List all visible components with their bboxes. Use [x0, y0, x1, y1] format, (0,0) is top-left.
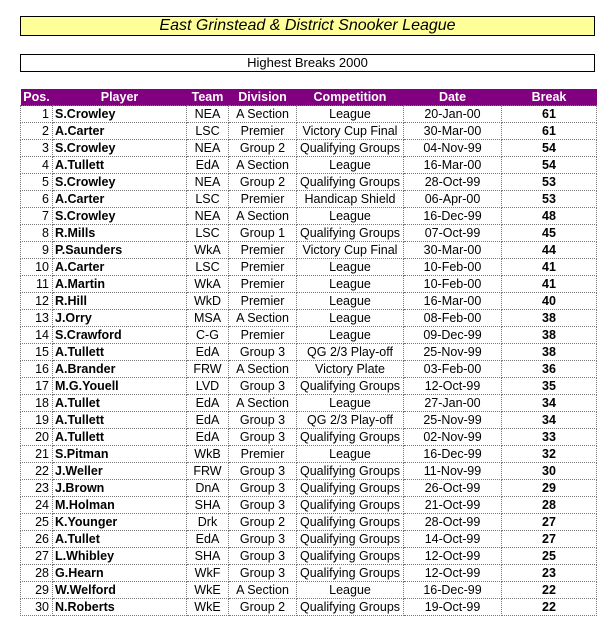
cell-competition: Qualifying Groups: [297, 378, 404, 395]
table-row: [21, 582, 597, 599]
cell-date: 27-Jan-00: [404, 395, 502, 412]
table-row: [21, 480, 597, 497]
cell-date: 03-Feb-00: [404, 361, 502, 378]
cell-pos: 9: [21, 242, 53, 259]
cell-break: 54: [502, 157, 597, 174]
cell-break: 40: [502, 293, 597, 310]
cell-competition: Qualifying Groups: [297, 497, 404, 514]
cell-date: 11-Nov-99: [404, 463, 502, 480]
cell-division: A Section: [229, 208, 297, 225]
cell-division: Group 2: [229, 174, 297, 191]
cell-division: A Section: [229, 395, 297, 412]
cell-break: 32: [502, 446, 597, 463]
cell-competition: Qualifying Groups: [297, 599, 404, 616]
cell-pos: 1: [21, 106, 53, 123]
cell-pos: 13: [21, 310, 53, 327]
cell-competition: Qualifying Groups: [297, 429, 404, 446]
cell-break: 54: [502, 140, 597, 157]
cell-date: 16-Mar-00: [404, 293, 502, 310]
cell-break: 27: [502, 531, 597, 548]
cell-date: 16-Dec-99: [404, 582, 502, 599]
cell-competition: Victory Cup Final: [297, 242, 404, 259]
col-header-competition: Competition: [297, 89, 404, 106]
cell-break: 35: [502, 378, 597, 395]
cell-division: A Section: [229, 157, 297, 174]
table-row: [21, 123, 597, 140]
table-row: [21, 344, 597, 361]
cell-team: MSA: [187, 310, 229, 327]
cell-pos: 24: [21, 497, 53, 514]
cell-division: Premier: [229, 259, 297, 276]
cell-break: 34: [502, 395, 597, 412]
table-row: [21, 208, 597, 225]
cell-division: Group 3: [229, 565, 297, 582]
cell-player: A.Tullet: [53, 531, 187, 548]
cell-player: A.Tullett: [53, 429, 187, 446]
cell-date: 19-Oct-99: [404, 599, 502, 616]
cell-break: 61: [502, 106, 597, 123]
cell-pos: 19: [21, 412, 53, 429]
cell-pos: 15: [21, 344, 53, 361]
cell-pos: 28: [21, 565, 53, 582]
cell-team: SHA: [187, 497, 229, 514]
cell-team: Drk: [187, 514, 229, 531]
cell-competition: QG 2/3 Play-off: [297, 344, 404, 361]
table-row: [21, 514, 597, 531]
cell-team: EdA: [187, 395, 229, 412]
cell-pos: 22: [21, 463, 53, 480]
cell-team: FRW: [187, 463, 229, 480]
cell-pos: 17: [21, 378, 53, 395]
cell-player: A.Carter: [53, 123, 187, 140]
cell-pos: 18: [21, 395, 53, 412]
cell-pos: 8: [21, 225, 53, 242]
cell-pos: 7: [21, 208, 53, 225]
cell-pos: 29: [21, 582, 53, 599]
cell-pos: 16: [21, 361, 53, 378]
cell-team: WkB: [187, 446, 229, 463]
cell-player: A.Brander: [53, 361, 187, 378]
cell-team: C-G: [187, 327, 229, 344]
cell-break: 33: [502, 429, 597, 446]
col-header-player: Player: [53, 89, 187, 106]
cell-pos: 20: [21, 429, 53, 446]
col-header-date: Date: [404, 89, 502, 106]
cell-competition: QG 2/3 Play-off: [297, 412, 404, 429]
cell-division: A Section: [229, 361, 297, 378]
cell-player: M.Holman: [53, 497, 187, 514]
cell-division: Group 3: [229, 548, 297, 565]
cell-date: 20-Jan-00: [404, 106, 502, 123]
cell-player: S.Crowley: [53, 140, 187, 157]
table-row: [21, 378, 597, 395]
col-header-team: Team: [187, 89, 229, 106]
cell-date: 30-Mar-00: [404, 123, 502, 140]
col-header-pos: Pos.: [21, 89, 53, 106]
cell-competition: League: [297, 395, 404, 412]
cell-break: 53: [502, 174, 597, 191]
cell-date: 10-Feb-00: [404, 259, 502, 276]
table-row: [21, 599, 597, 616]
cell-player: A.Tullett: [53, 157, 187, 174]
cell-player: K.Younger: [53, 514, 187, 531]
cell-competition: League: [297, 208, 404, 225]
cell-team: LSC: [187, 259, 229, 276]
cell-player: J.Orry: [53, 310, 187, 327]
cell-competition: League: [297, 327, 404, 344]
cell-team: EdA: [187, 412, 229, 429]
cell-pos: 5: [21, 174, 53, 191]
cell-pos: 25: [21, 514, 53, 531]
cell-pos: 26: [21, 531, 53, 548]
cell-player: W.Welford: [53, 582, 187, 599]
cell-division: Group 3: [229, 344, 297, 361]
table-row: [21, 429, 597, 446]
cell-player: M.G.Youell: [53, 378, 187, 395]
cell-break: 61: [502, 123, 597, 140]
cell-break: 41: [502, 276, 597, 293]
cell-division: Group 3: [229, 412, 297, 429]
cell-date: 14-Oct-99: [404, 531, 502, 548]
cell-date: 02-Nov-99: [404, 429, 502, 446]
table-row: [21, 106, 597, 123]
cell-division: Group 3: [229, 429, 297, 446]
cell-date: 16-Dec-99: [404, 446, 502, 463]
cell-player: S.Pitman: [53, 446, 187, 463]
cell-pos: 3: [21, 140, 53, 157]
cell-player: A.Carter: [53, 259, 187, 276]
cell-player: S.Crowley: [53, 106, 187, 123]
cell-competition: Qualifying Groups: [297, 531, 404, 548]
cell-team: EdA: [187, 157, 229, 174]
cell-team: WkD: [187, 293, 229, 310]
cell-competition: Victory Plate: [297, 361, 404, 378]
highest-breaks-table: [20, 89, 597, 616]
cell-break: 36: [502, 361, 597, 378]
cell-team: NEA: [187, 106, 229, 123]
cell-team: LSC: [187, 191, 229, 208]
cell-break: 25: [502, 548, 597, 565]
table-row: [21, 361, 597, 378]
cell-date: 28-Oct-99: [404, 514, 502, 531]
cell-pos: 4: [21, 157, 53, 174]
cell-competition: Qualifying Groups: [297, 225, 404, 242]
cell-break: 29: [502, 480, 597, 497]
cell-competition: Qualifying Groups: [297, 565, 404, 582]
table-subtitle: Highest Breaks 2000: [20, 54, 595, 72]
cell-team: LSC: [187, 123, 229, 140]
cell-division: A Section: [229, 106, 297, 123]
cell-team: WkF: [187, 565, 229, 582]
cell-competition: Handicap Shield: [297, 191, 404, 208]
cell-break: 30: [502, 463, 597, 480]
cell-competition: League: [297, 293, 404, 310]
cell-player: A.Tullet: [53, 395, 187, 412]
cell-player: P.Saunders: [53, 242, 187, 259]
cell-competition: Qualifying Groups: [297, 548, 404, 565]
cell-player: S.Crowley: [53, 174, 187, 191]
cell-date: 21-Oct-99: [404, 497, 502, 514]
table-header-row: [21, 89, 597, 106]
cell-player: G.Hearn: [53, 565, 187, 582]
cell-competition: Qualifying Groups: [297, 514, 404, 531]
table-row: [21, 463, 597, 480]
cell-pos: 27: [21, 548, 53, 565]
cell-division: Group 1: [229, 225, 297, 242]
cell-player: S.Crawford: [53, 327, 187, 344]
cell-break: 23: [502, 565, 597, 582]
table-row: [21, 225, 597, 242]
cell-date: 25-Nov-99: [404, 344, 502, 361]
cell-pos: 6: [21, 191, 53, 208]
cell-break: 44: [502, 242, 597, 259]
cell-break: 34: [502, 412, 597, 429]
cell-division: Group 3: [229, 531, 297, 548]
cell-team: EdA: [187, 429, 229, 446]
cell-division: Premier: [229, 276, 297, 293]
table-row: [21, 174, 597, 191]
cell-player: N.Roberts: [53, 599, 187, 616]
cell-player: A.Tullett: [53, 412, 187, 429]
cell-date: 16-Dec-99: [404, 208, 502, 225]
cell-team: FRW: [187, 361, 229, 378]
cell-competition: Qualifying Groups: [297, 174, 404, 191]
cell-date: 12-Oct-99: [404, 378, 502, 395]
cell-player: J.Brown: [53, 480, 187, 497]
cell-team: EdA: [187, 531, 229, 548]
cell-player: J.Weller: [53, 463, 187, 480]
table-row: [21, 310, 597, 327]
cell-pos: 23: [21, 480, 53, 497]
league-title: East Grinstead & District Snooker League: [20, 16, 595, 36]
cell-team: SHA: [187, 548, 229, 565]
cell-date: 09-Dec-99: [404, 327, 502, 344]
cell-break: 53: [502, 191, 597, 208]
table-row: [21, 157, 597, 174]
cell-player: A.Carter: [53, 191, 187, 208]
cell-player: R.Hill: [53, 293, 187, 310]
cell-date: 12-Oct-99: [404, 565, 502, 582]
table-row: [21, 531, 597, 548]
cell-competition: League: [297, 582, 404, 599]
cell-break: 38: [502, 310, 597, 327]
table-row: [21, 242, 597, 259]
table-row: [21, 548, 597, 565]
col-header-division: Division: [229, 89, 297, 106]
cell-player: A.Tullett: [53, 344, 187, 361]
cell-division: Group 2: [229, 140, 297, 157]
cell-division: Premier: [229, 123, 297, 140]
cell-break: 45: [502, 225, 597, 242]
cell-division: Group 2: [229, 599, 297, 616]
table-row: [21, 276, 597, 293]
cell-division: A Section: [229, 582, 297, 599]
cell-pos: 14: [21, 327, 53, 344]
cell-date: 10-Feb-00: [404, 276, 502, 293]
cell-competition: League: [297, 276, 404, 293]
cell-team: LVD: [187, 378, 229, 395]
cell-competition: League: [297, 157, 404, 174]
cell-team: WkE: [187, 582, 229, 599]
cell-date: 04-Nov-99: [404, 140, 502, 157]
cell-break: 22: [502, 582, 597, 599]
cell-division: Premier: [229, 446, 297, 463]
cell-date: 16-Mar-00: [404, 157, 502, 174]
cell-player: A.Martin: [53, 276, 187, 293]
table-row: [21, 565, 597, 582]
cell-pos: 11: [21, 276, 53, 293]
cell-date: 08-Feb-00: [404, 310, 502, 327]
cell-team: LSC: [187, 225, 229, 242]
cell-date: 26-Oct-99: [404, 480, 502, 497]
table-row: [21, 395, 597, 412]
cell-player: S.Crowley: [53, 208, 187, 225]
cell-division: Premier: [229, 293, 297, 310]
cell-break: 22: [502, 599, 597, 616]
cell-pos: 12: [21, 293, 53, 310]
table-row: [21, 140, 597, 157]
table-row: [21, 191, 597, 208]
cell-date: 07-Oct-99: [404, 225, 502, 242]
cell-competition: League: [297, 310, 404, 327]
cell-competition: Qualifying Groups: [297, 140, 404, 157]
table-row: [21, 293, 597, 310]
cell-break: 38: [502, 327, 597, 344]
cell-division: Premier: [229, 327, 297, 344]
cell-division: Group 3: [229, 480, 297, 497]
cell-break: 41: [502, 259, 597, 276]
col-header-break: Break: [502, 89, 597, 106]
cell-team: NEA: [187, 208, 229, 225]
cell-team: DnA: [187, 480, 229, 497]
cell-competition: Qualifying Groups: [297, 463, 404, 480]
table-row: [21, 259, 597, 276]
table-row: [21, 327, 597, 344]
cell-break: 27: [502, 514, 597, 531]
cell-date: 28-Oct-99: [404, 174, 502, 191]
cell-date: 12-Oct-99: [404, 548, 502, 565]
cell-break: 48: [502, 208, 597, 225]
cell-team: NEA: [187, 174, 229, 191]
table-row: [21, 412, 597, 429]
cell-date: 06-Apr-00: [404, 191, 502, 208]
cell-division: Group 3: [229, 463, 297, 480]
cell-team: WkA: [187, 242, 229, 259]
cell-break: 28: [502, 497, 597, 514]
cell-pos: 2: [21, 123, 53, 140]
cell-break: 38: [502, 344, 597, 361]
cell-division: Premier: [229, 191, 297, 208]
cell-team: EdA: [187, 344, 229, 361]
cell-pos: 21: [21, 446, 53, 463]
cell-competition: Qualifying Groups: [297, 480, 404, 497]
cell-date: 30-Mar-00: [404, 242, 502, 259]
table-row: [21, 446, 597, 463]
cell-division: Premier: [229, 242, 297, 259]
cell-division: Group 2: [229, 514, 297, 531]
cell-pos: 30: [21, 599, 53, 616]
cell-competition: League: [297, 446, 404, 463]
cell-pos: 10: [21, 259, 53, 276]
cell-team: NEA: [187, 140, 229, 157]
cell-player: R.Mills: [53, 225, 187, 242]
cell-competition: League: [297, 106, 404, 123]
cell-division: Group 3: [229, 497, 297, 514]
cell-competition: League: [297, 259, 404, 276]
cell-team: WkE: [187, 599, 229, 616]
cell-team: WkA: [187, 276, 229, 293]
cell-date: 25-Nov-99: [404, 412, 502, 429]
cell-competition: Victory Cup Final: [297, 123, 404, 140]
cell-division: A Section: [229, 310, 297, 327]
cell-player: L.Whibley: [53, 548, 187, 565]
cell-division: Group 3: [229, 378, 297, 395]
table-row: [21, 497, 597, 514]
